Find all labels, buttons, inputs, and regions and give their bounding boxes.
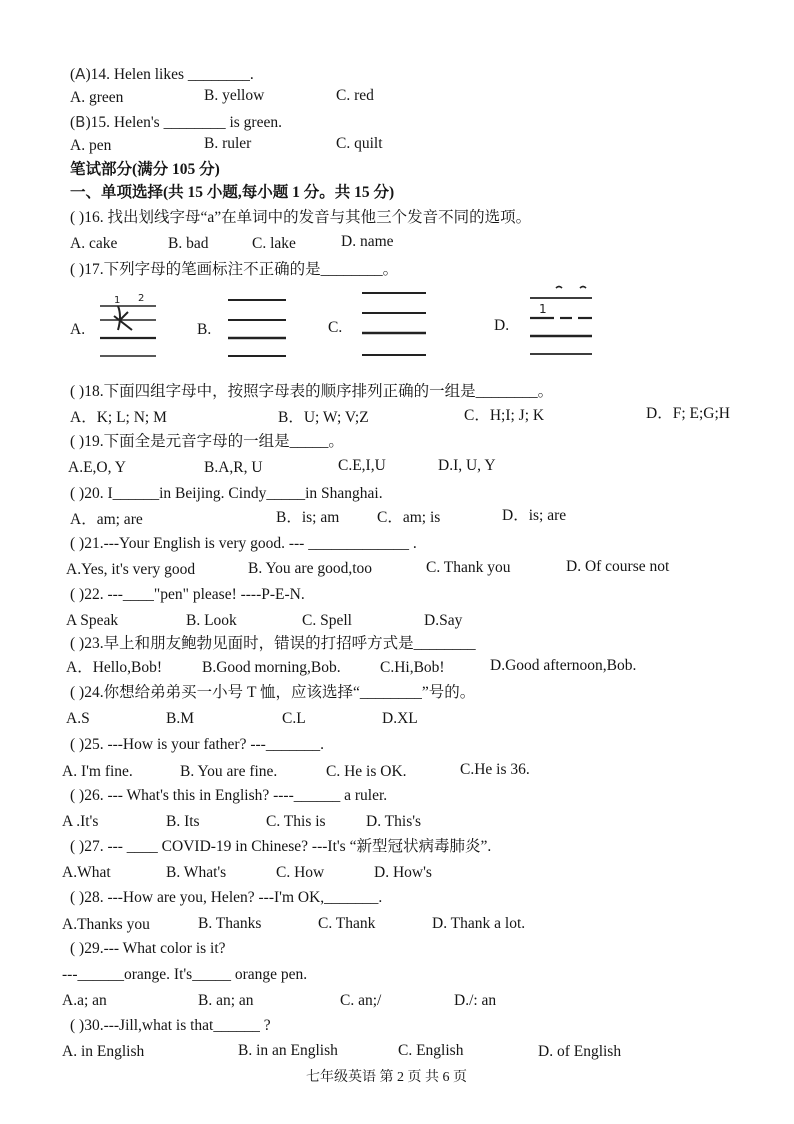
option-30-a: A. in English xyxy=(62,1043,145,1060)
question-28-stem: ( )28. ---How are you, Helen? ---I'm OK,_______. xyxy=(70,889,383,906)
question-14-stem: )14. Helen likes ________. xyxy=(85,66,254,83)
option-24-c: C.L xyxy=(282,710,306,727)
question-16-stem: ( )16. 找出划线字母“a”在单词中的发音与其他三个发音不同的选项。 xyxy=(70,209,532,226)
question-23-stem: ( )23.早上和朋友鲍勃见面时，错误的打招呼方式是________ xyxy=(70,635,476,652)
section-title: 笔试部分(满分 105 分) xyxy=(70,161,220,178)
option-18-a: A．K; L; N; M xyxy=(70,409,167,426)
option-18-c: C．H;I; J; K xyxy=(464,407,545,424)
option-27-a: A.What xyxy=(62,864,111,881)
option-26-a: A .It's xyxy=(62,813,99,830)
question-29-stem-2: ---______orange. It's_____ orange pen. xyxy=(62,966,308,983)
question-30-stem: ( )30.---Jill,what is that______ ? xyxy=(70,1017,271,1034)
option-16-a: A. cake xyxy=(70,235,118,252)
option-18-b: B．U; W; V;Z xyxy=(278,409,369,426)
option-30-d: D. of English xyxy=(538,1043,622,1060)
stroke-number-1: 1 xyxy=(114,295,121,306)
question-26-stem: ( )26. --- What's this in English? ----______ a ruler. xyxy=(70,787,388,804)
option-27-b: B. What's xyxy=(166,864,227,881)
question-15-stem: )15. Helen's ________ is green. xyxy=(85,114,282,131)
option-29-a: A.a; an xyxy=(62,992,107,1009)
question-18-stem: ( )18.下面四组字母中，按照字母表的顺序排列正确的一组是________。 xyxy=(70,383,554,400)
option-28-a: A.Thanks you xyxy=(62,916,150,933)
option-28-d: D. Thank a lot. xyxy=(432,915,526,932)
stroke-number-d: 1 xyxy=(539,302,547,316)
option-20-a: A．am; are xyxy=(70,511,143,528)
question-21-stem: ( )21.---Your English is very good. --- _____________ . xyxy=(70,535,417,552)
option-26-b: B. Its xyxy=(166,813,200,830)
stroke-figure-d xyxy=(526,282,596,360)
option-26-d: D. This's xyxy=(366,813,422,830)
option-15-a: A. pen xyxy=(70,137,112,154)
option-24-a: A.S xyxy=(66,710,90,727)
question-14: (A)14. Helen likes ________. xyxy=(70,65,254,83)
question-24-stem: ( )24.你想给弟弟买一小号 T 恤，应该选择“________”号的。 xyxy=(70,684,476,701)
answer-mark-15: B xyxy=(75,113,86,131)
option-25-c: C. He is OK. xyxy=(326,763,407,780)
option-21-b: B. You are good,too xyxy=(248,560,373,577)
question-22-stem: ( )22. ---____"pen" please! ----P-E-N. xyxy=(70,586,305,603)
option-19-d: D.I, U, Y xyxy=(438,457,496,474)
option-26-c: C. This is xyxy=(266,813,326,830)
option-30-c: C. English xyxy=(398,1042,464,1059)
option-16-b: B. bad xyxy=(168,235,209,252)
part1-title: 一、单项选择(共 15 小题,每小题 1 分。共 15 分) xyxy=(70,184,395,201)
option-22-a: A Speak xyxy=(66,612,119,629)
option-21-c: C. Thank you xyxy=(426,559,511,576)
question-17-stem: ( )17.下列字母的笔画标注不正确的是________。 xyxy=(70,261,399,278)
option-16-d: D. name xyxy=(341,233,394,250)
option-25-d: C.He is 36. xyxy=(460,761,530,778)
option-14-a: A. green xyxy=(70,89,124,106)
answer-mark-14: A xyxy=(75,65,86,83)
option-20-c: C．am; is xyxy=(377,509,441,526)
option-20-d: D．is; are xyxy=(502,507,567,524)
option-27-d: D. How's xyxy=(374,864,432,881)
option-23-b: B.Good morning,Bob. xyxy=(202,659,341,676)
option-23-d: D.Good afternoon,Bob. xyxy=(490,657,637,674)
option-27-c: C. How xyxy=(276,864,325,881)
question-27-stem: ( )27. --- ____ COVID-19 in Chinese? ---It's “新型冠状病毒肺炎”. xyxy=(70,838,492,855)
option-15-b: B. ruler xyxy=(204,135,252,152)
option-14-b: B. yellow xyxy=(204,87,265,104)
option-17-b-label: B. xyxy=(197,321,212,338)
option-17-d-label: D. xyxy=(494,317,510,334)
question-25-stem: ( )25. ---How is your father? ---_______. xyxy=(70,736,324,753)
option-29-d: D./: an xyxy=(454,992,497,1009)
stroke-figure-a xyxy=(98,290,160,362)
page-footer: 七年级英语 第 2 页 共 6 页 xyxy=(306,1070,467,1085)
option-22-d: D.Say xyxy=(424,612,463,629)
option-19-b: B.A,R, U xyxy=(204,459,263,476)
stroke-figure-b xyxy=(224,292,290,362)
question-29-stem: ( )29.--- What color is it? xyxy=(70,940,226,957)
option-20-b: B．is; am xyxy=(276,509,340,526)
option-14-c: C. red xyxy=(336,87,374,104)
option-22-b: B. Look xyxy=(186,612,237,629)
option-17-a-label: A. xyxy=(70,321,86,338)
stroke-number-2: 2 xyxy=(138,293,145,304)
option-25-a: A. I'm fine. xyxy=(62,763,133,780)
option-16-c: C. lake xyxy=(252,235,296,252)
option-25-b: B. You are fine. xyxy=(180,763,278,780)
option-21-a: A.Yes, it's very good xyxy=(66,561,196,578)
question-20-stem: ( )20. I______in Beijing. Cindy_____in Shanghai. xyxy=(70,485,383,502)
question-19-stem: ( )19.下面全是元音字母的一组是_____。 xyxy=(70,433,344,450)
question-15: (B)15. Helen's ________ is green. xyxy=(70,113,282,131)
option-22-c: C. Spell xyxy=(302,612,352,629)
option-30-b: B. in an English xyxy=(238,1042,338,1059)
option-24-d: D.XL xyxy=(382,710,418,727)
option-17-c-label: C. xyxy=(328,319,343,336)
option-23-a: A．Hello,Bob! xyxy=(66,659,163,676)
option-18-d: D．F; E;G;H xyxy=(646,405,730,422)
option-24-b: B.M xyxy=(166,710,194,727)
stroke-figure-c xyxy=(358,285,430,359)
option-19-c: C.E,I,U xyxy=(338,457,386,474)
option-23-c: C.Hi,Bob! xyxy=(380,659,445,676)
option-21-d: D. Of course not xyxy=(566,558,670,575)
option-19-a: A.E,O, Y xyxy=(68,459,126,476)
option-28-b: B. Thanks xyxy=(198,915,262,932)
option-15-c: C. quilt xyxy=(336,135,383,152)
option-29-b: B. an; an xyxy=(198,992,254,1009)
option-28-c: C. Thank xyxy=(318,915,376,932)
option-29-c: C. an;/ xyxy=(340,992,382,1009)
